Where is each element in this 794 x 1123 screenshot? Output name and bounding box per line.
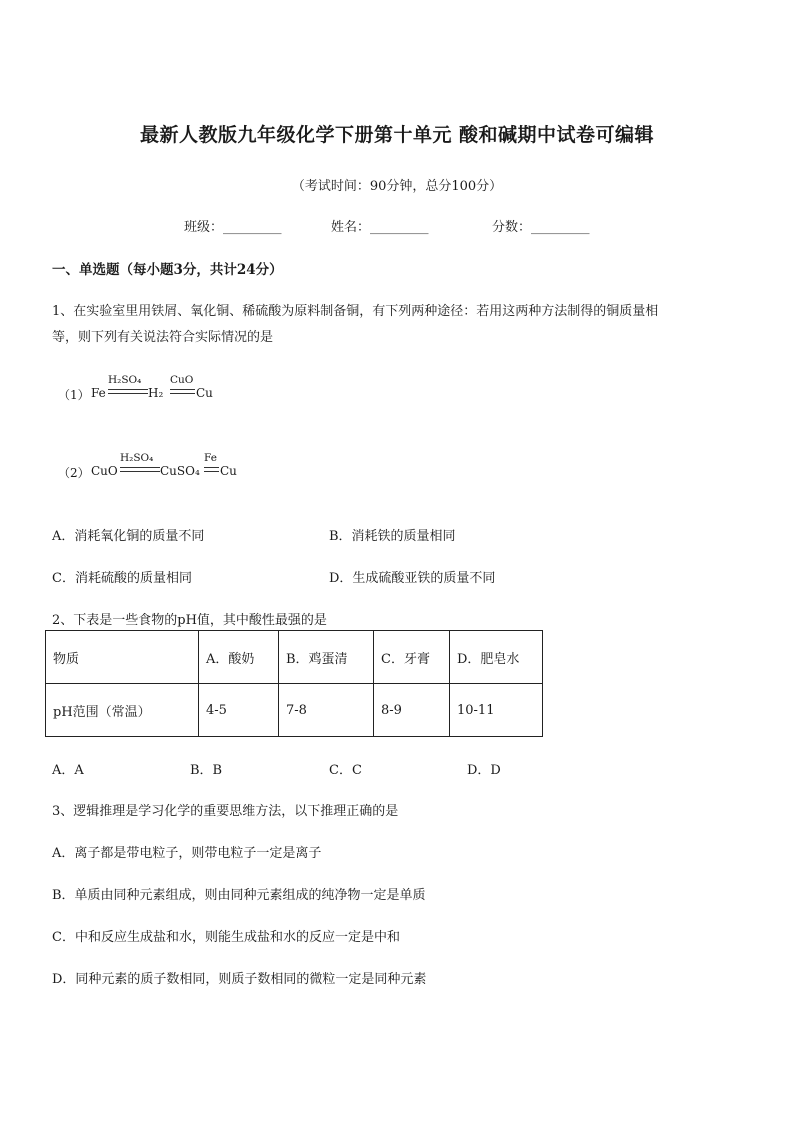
- exam-subtitle: （考试时间：90分钟，总分100分）: [291, 179, 503, 194]
- question-3-option-b[interactable]: B．单质由同种元素组成，则由同种元素组成的纯净物一定是单质: [52, 888, 426, 903]
- question-3-option-a[interactable]: A．离子都是带电粒子，则带电粒子一定是离子: [52, 846, 322, 861]
- table-cell: 4-5: [199, 684, 279, 737]
- route-1-reagent-1: H₂SO₄: [108, 374, 142, 386]
- question-3-option-c[interactable]: C．中和反应生成盐和水，则能生成盐和水的反应一定是中和: [52, 930, 400, 945]
- question-1-stem-line1: 1、在实验室里用铁屑、氧化铜、稀硫酸为原料制备铜，有下列两种途径：若用这两种方法制得的铜质量相: [52, 304, 659, 319]
- question-1-option-c[interactable]: C．消耗硫酸的质量相同: [52, 571, 192, 586]
- question-3-stem: 3、逻辑推理是学习化学的重要思维方法，以下推理正确的是: [52, 804, 399, 819]
- reaction-arrow: [204, 467, 219, 472]
- question-1-stem-line2: 等，则下列有关说法符合实际情况的是: [52, 330, 274, 345]
- route-2-intermediate: CuSO₄: [160, 464, 200, 478]
- reaction-route-1: [58, 374, 358, 404]
- question-1-option-d[interactable]: D．生成硫酸亚铁的质量不同: [329, 571, 496, 586]
- reaction-arrow: [170, 389, 195, 394]
- question-3-option-d[interactable]: D．同种元素的质子数相同，则质子数相同的微粒一定是同种元素: [52, 972, 427, 987]
- question-2-stem: 2、下表是一些食物的pH值，其中酸性最强的是: [52, 613, 327, 628]
- route-2-product: Cu: [220, 464, 237, 478]
- ph-table: [45, 630, 543, 737]
- reaction-arrow: [120, 467, 160, 472]
- question-2-option-c[interactable]: C．C: [329, 763, 362, 778]
- table-cell: 物质: [46, 631, 199, 684]
- table-header-row: [46, 631, 543, 684]
- reaction-arrow: [108, 389, 148, 394]
- exam-title: 最新人教版九年级化学下册第十单元 酸和碱期中试卷可编辑: [139, 124, 655, 146]
- route-1-start: Fe: [91, 386, 106, 400]
- question-2-option-b[interactable]: B．B: [190, 763, 223, 778]
- table-cell: 8-9: [374, 684, 450, 737]
- route-1-number: （1）: [58, 388, 90, 402]
- section-heading: 一、单选题（每小题3分，共计24分）: [52, 262, 283, 278]
- table-row: [46, 684, 543, 737]
- table-cell: B．鸡蛋清: [279, 631, 374, 684]
- score-field-label: 分数：_________: [492, 220, 590, 235]
- route-2-start: CuO: [91, 464, 118, 478]
- table-cell: D．肥皂水: [450, 631, 543, 684]
- table-cell: A．酸奶: [199, 631, 279, 684]
- route-2-number: （2）: [58, 466, 90, 480]
- name-field-label: 姓名：_________: [331, 220, 429, 235]
- route-2-reagent-1: H₂SO₄: [120, 452, 154, 464]
- table-cell: 10-11: [450, 684, 543, 737]
- question-1-option-b[interactable]: B．消耗铁的质量相同: [329, 529, 456, 544]
- question-2-option-a[interactable]: A．A: [52, 763, 84, 778]
- table-cell: C．牙膏: [374, 631, 450, 684]
- question-1-option-a[interactable]: A．消耗氧化铜的质量不同: [52, 529, 205, 544]
- question-2-option-d[interactable]: D．D: [467, 763, 501, 778]
- reaction-route-2: [58, 454, 358, 484]
- class-field-label: 班级：_________: [184, 220, 282, 235]
- table-cell: pH范围（常温）: [46, 684, 199, 737]
- route-1-intermediate: H₂: [148, 386, 164, 400]
- table-cell: 7-8: [279, 684, 374, 737]
- route-2-reagent-2: Fe: [204, 452, 217, 464]
- route-1-reagent-2: CuO: [170, 374, 194, 386]
- route-1-product: Cu: [196, 386, 213, 400]
